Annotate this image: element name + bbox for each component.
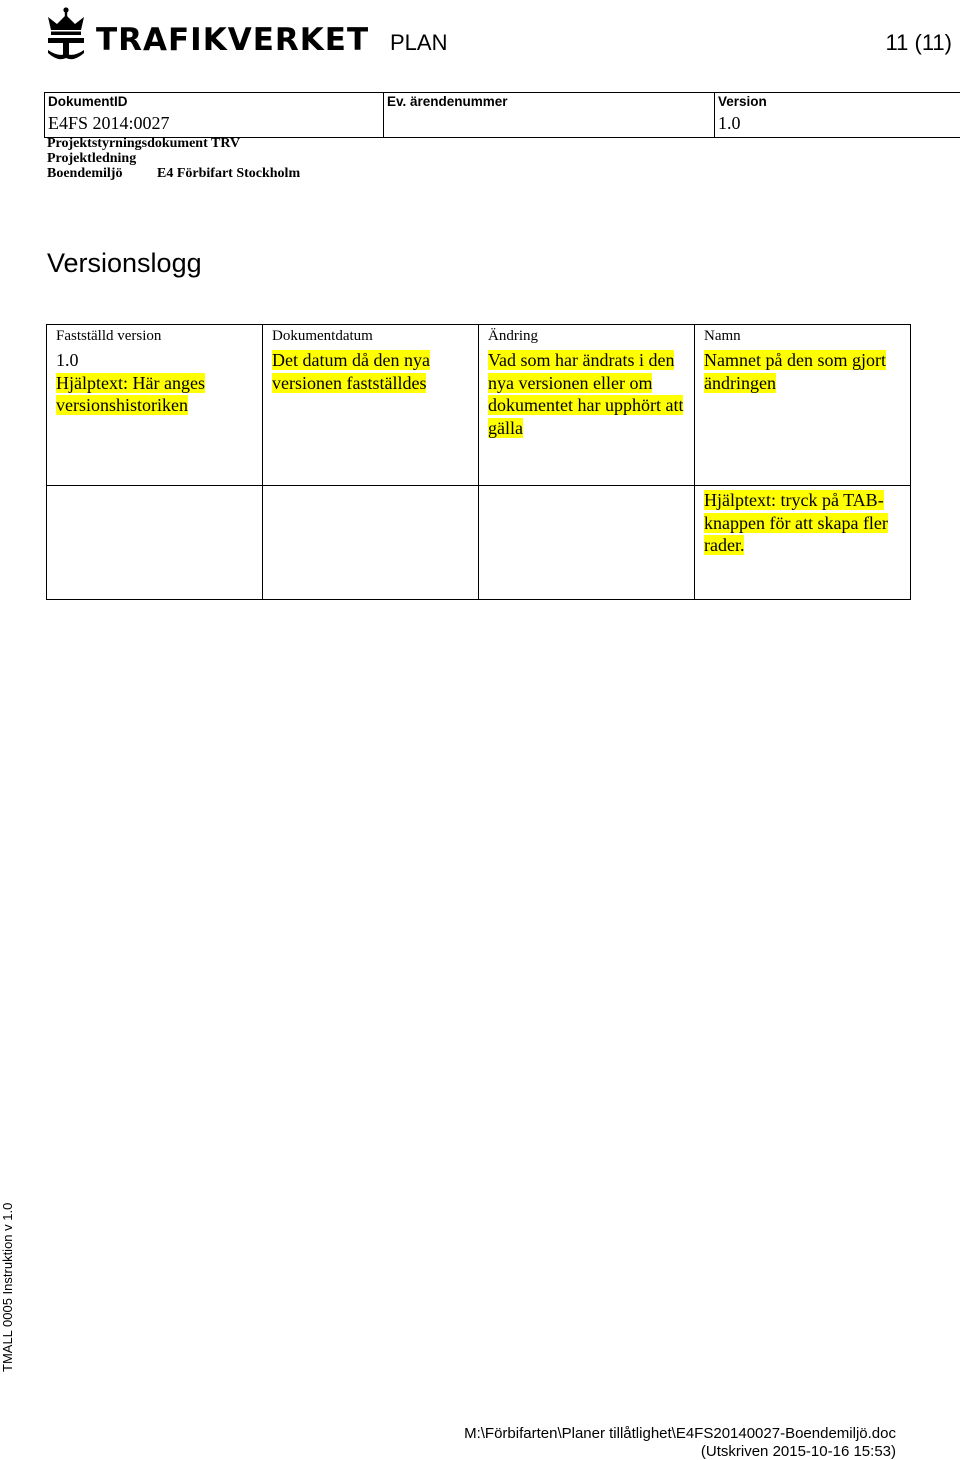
trafikverket-logo: [44, 4, 369, 62]
crown-emblem-icon: [44, 6, 88, 62]
change-cell-empty[interactable]: [479, 486, 695, 600]
version-cell-empty[interactable]: [47, 486, 263, 600]
table-row: [47, 486, 911, 600]
table-header-row: [47, 325, 911, 350]
header-change: Ändring: [479, 325, 695, 350]
change-help-text: Vad som har ändrats i den nya versionen eller om dokumentet har upphört att gälla: [488, 350, 684, 438]
template-label: TMALL 0005 Instruktion v 1.0: [0, 1202, 15, 1372]
document-id-label: DokumentID: [48, 94, 128, 109]
project-info: [47, 136, 300, 181]
project-line-2: Projektledning: [47, 151, 137, 166]
logo-wordmark: TRAFIKVERKET: [96, 22, 370, 58]
date-cell-empty[interactable]: [263, 486, 479, 600]
version-cell: [715, 93, 960, 137]
page-title: Versionslogg: [47, 248, 202, 278]
name-help-text: Namnet på den som gjort ändringen: [704, 350, 886, 393]
header-version: Fastställd version: [47, 325, 263, 350]
case-number-label: Ev. ärendenummer: [387, 94, 508, 109]
tab-help-text: Hjälptext: tryck på TAB-knappen för att skapa fler rader.: [704, 490, 888, 555]
metadata-table: [44, 92, 960, 138]
project-line-1: Projektstyrningsdokument TRV: [47, 136, 241, 151]
version-help-text: Hjälptext: Här anges versionshistoriken: [56, 372, 205, 415]
document-id-value: E4FS 2014:0027: [48, 113, 170, 133]
version-log-table: [46, 324, 911, 600]
project-line-3: [47, 166, 300, 181]
document-id-cell: [45, 93, 384, 137]
date-cell[interactable]: [263, 349, 479, 486]
version-label: Version: [718, 94, 767, 109]
date-help-text: Det datum då den nya versionen fastställdes: [272, 350, 430, 393]
case-number-cell: [384, 93, 715, 137]
version-value: 1.0: [718, 113, 741, 133]
header-date: Dokumentdatum: [263, 325, 479, 350]
header-name: Namn: [695, 325, 911, 350]
project-line-3-right: E4 Förbifart Stockholm: [157, 166, 301, 181]
change-cell[interactable]: [479, 349, 695, 486]
version-number: 1.0: [56, 350, 79, 370]
version-cell[interactable]: [47, 349, 263, 486]
name-cell[interactable]: [695, 349, 911, 486]
name-cell-help[interactable]: [695, 486, 911, 600]
page-number: 11 (11): [885, 30, 952, 55]
document-type: PLAN: [390, 30, 448, 55]
project-line-3-left: Boendemiljö: [47, 166, 123, 181]
footer-file-path: M:\Förbifarten\Planer tillåtlighet\E4FS20140027-Boendemiljö.doc: [464, 1425, 896, 1442]
footer-print-date: (Utskriven 2015-10-16 15:53): [700, 1443, 896, 1460]
table-row: [47, 349, 911, 486]
